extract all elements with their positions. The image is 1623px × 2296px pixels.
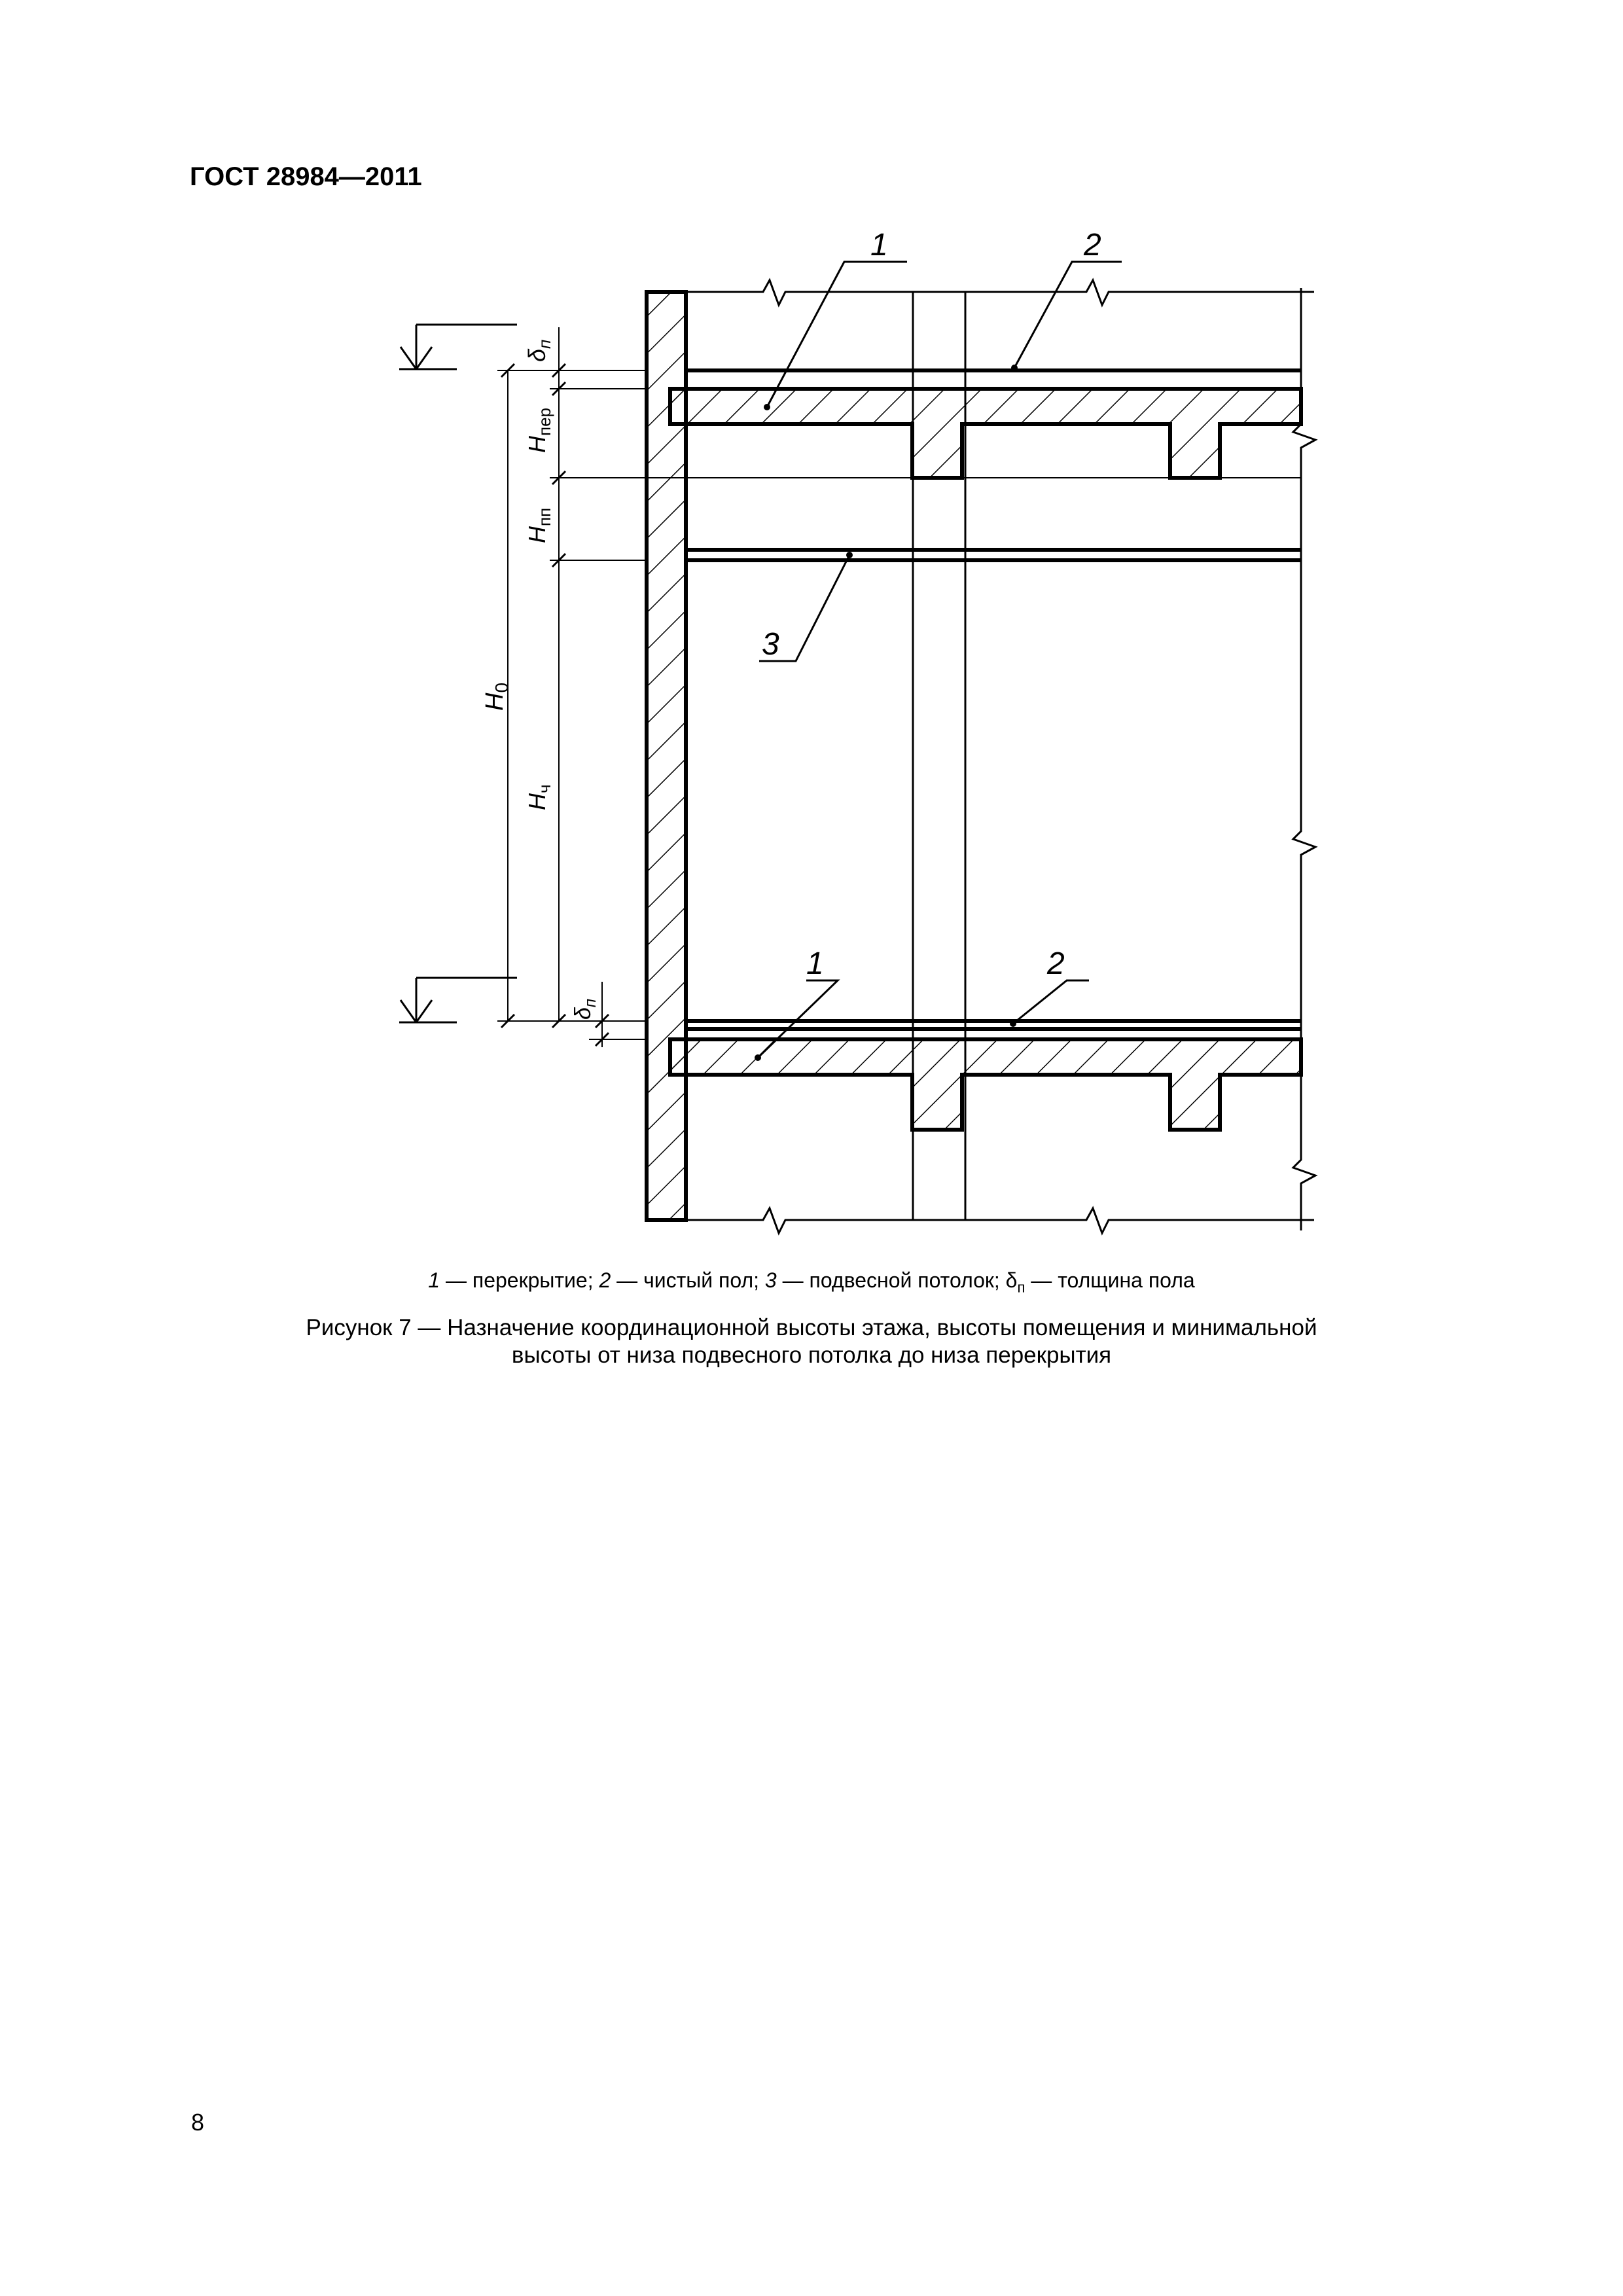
dim-label-delta-n-top: $\delta_п$ <box>524 339 554 362</box>
figure-caption-line-1: Рисунок 7 — Назначение координационной высоты этажа, высоты помещения и минимальной <box>306 1315 1317 1340</box>
callout-numbers <box>762 228 1101 981</box>
leader-dots <box>755 365 1018 1061</box>
figure-caption-line-2: высоты от низа подвесного потолка до низа перекрытия <box>511 1342 1112 1368</box>
figure-caption <box>0 1314 1623 1369</box>
callout-1-bottom: 1 <box>806 946 824 981</box>
dimension-lines <box>508 327 602 1047</box>
dim-label-h-ch: $H_ч$ <box>524 784 554 810</box>
level-marks <box>399 325 517 1022</box>
dim-label-h-pp: $H_{пп}$ <box>524 507 554 543</box>
page-number: 8 <box>191 2109 205 2136</box>
suspended-ceiling <box>686 550 1301 560</box>
dimension-labels <box>481 340 599 1020</box>
dimension-ticks <box>501 364 609 1046</box>
document-code: ГОСТ 28984—2011 <box>190 162 422 191</box>
dim-label-delta-n-bottom: $\delta_п$ <box>571 998 599 1020</box>
wall <box>647 292 686 1220</box>
bottom-clean-floor <box>686 1021 1301 1029</box>
dim-label-h-per: $H_{пер}$ <box>524 408 554 453</box>
top-floor-slab <box>670 389 1301 478</box>
callout-2-bottom: 2 <box>1047 946 1065 981</box>
callout-3: 3 <box>762 627 779 662</box>
callout-2-top: 2 <box>1084 228 1101 262</box>
right-break-line <box>1293 288 1315 1230</box>
bottom-floor-slab <box>670 1039 1301 1130</box>
callout-1-top: 1 <box>870 228 888 262</box>
dim-label-h0: $H_0$ <box>481 682 512 711</box>
leader-lines <box>758 262 1122 1058</box>
figure-legend: 1 — перекрытие; 2 — чистый пол; 3 — подвесной потолок; $\delta_п$ — толщина пола <box>428 1268 1195 1296</box>
